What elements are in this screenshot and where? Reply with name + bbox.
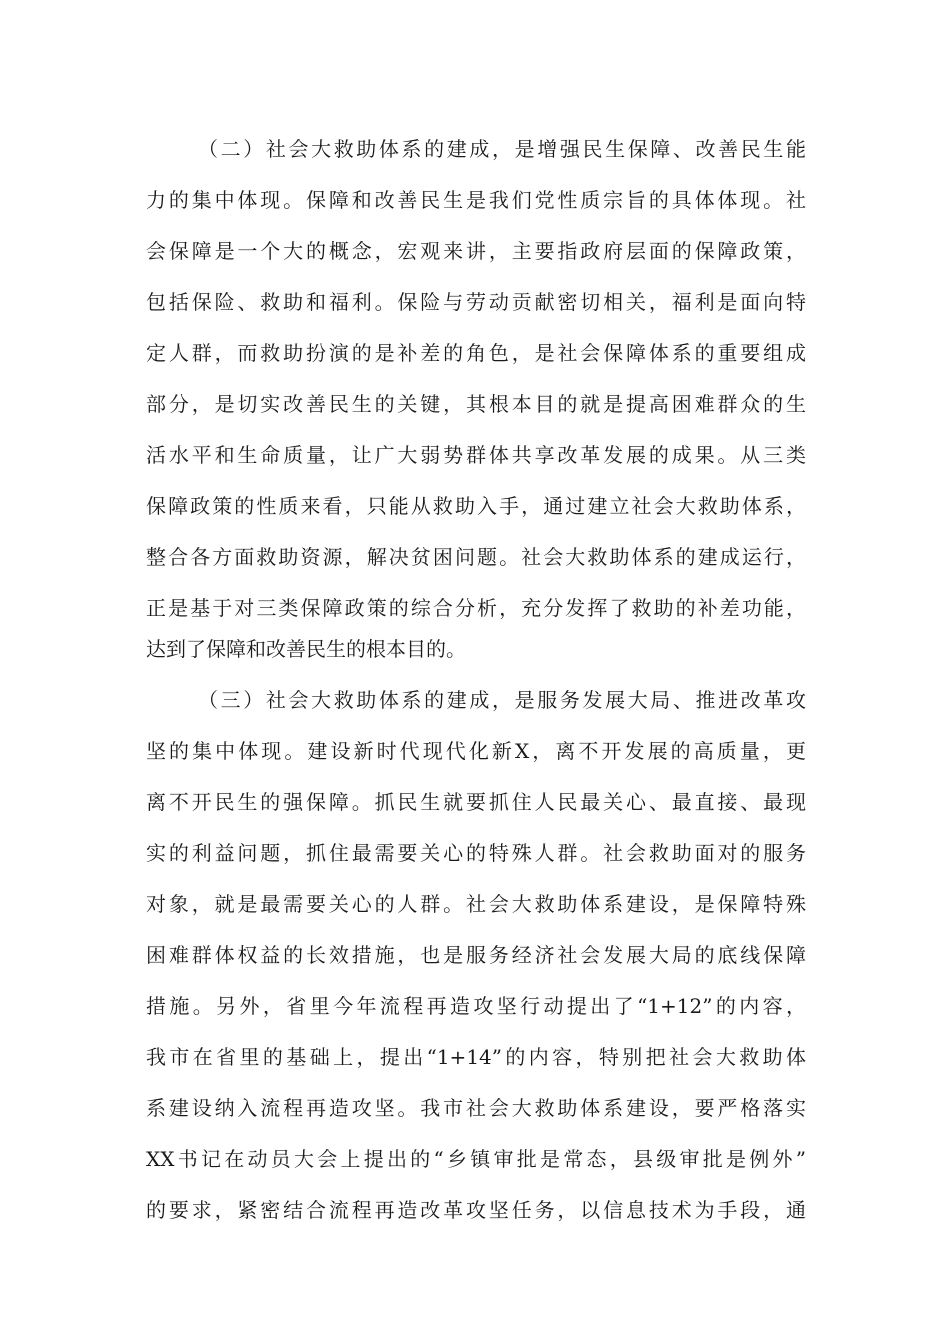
paragraph-2-line-9: 系建设纳入流程再造攻坚。我市社会大救助体系建设，要严格落实 [146,1096,806,1120]
paragraph-2-line-1: （三）社会大救助体系的建成，是服务发展大局、推进改革攻 [198,688,806,712]
paragraph-1-line-4: 包括保险、救助和福利。保险与劳动贡献密切相关，福利是面向特 [146,290,806,314]
paragraph-1-line-7: 活水平和生命质量，让广大弱势群体共享改革发展的成果。从三类 [146,443,806,467]
paragraph-1-line-1: （二）社会大救助体系的建成，是增强民生保障、改善民生能 [198,137,806,161]
paragraph-2-line-4: 实的利益问题，抓住最需要关心的特殊人群。社会救助面对的服务 [146,841,806,865]
paragraph-1-line-11: 达到了保障和改善民生的根本目的。 [146,637,466,661]
paragraph-2-line-2: 坚的集中体现。建设新时代现代化新X，离不开发展的高质量，更 [146,739,806,763]
paragraph-1-line-5: 定人群，而救助扮演的是补差的角色，是社会保障体系的重要组成 [146,341,806,365]
paragraph-1-line-2: 力的集中体现。保障和改善民生是我们党性质宗旨的具体体现。社 [146,188,806,212]
paragraph-2-line-3: 离不开民生的强保障。抓民生就要抓住人民最关心、最直接、最现 [146,790,806,814]
paragraph-1-line-9: 整合各方面救助资源，解决贫困问题。社会大救助体系的建成运行， [146,545,806,569]
paragraph-1-line-3: 会保障是一个大的概念，宏观来讲，主要指政府层面的保障政策， [146,239,806,263]
paragraph-1-line-10: 正是基于对三类保障政策的综合分析，充分发挥了救助的补差功能， [146,596,806,620]
paragraph-2-line-6: 困难群体权益的长效措施，也是服务经济社会发展大局的底线保障 [146,943,806,967]
paragraph-2-line-8: 我市在省里的基础上，提出“1+14”的内容，特别把社会大救助体 [146,1045,806,1069]
paragraph-1-line-8: 保障政策的性质来看，只能从救助入手，通过建立社会大救助体系， [146,494,806,518]
paragraph-2-line-5: 对象，就是最需要关心的人群。社会大救助体系建设，是保障特殊 [146,892,806,916]
paragraph-2-line-10: XX书记在动员大会上提出的“乡镇审批是常态，县级审批是例外” [146,1147,806,1171]
paragraph-2-line-7: 措施。另外，省里今年流程再造攻坚行动提出了“1+12”的内容， [146,994,806,1018]
paragraph-1-line-6: 部分，是切实改善民生的关键，其根本目的就是提高困难群众的生 [146,392,806,416]
paragraph-2-line-11: 的要求，紧密结合流程再造改革攻坚任务，以信息技术为手段，通 [146,1198,806,1222]
